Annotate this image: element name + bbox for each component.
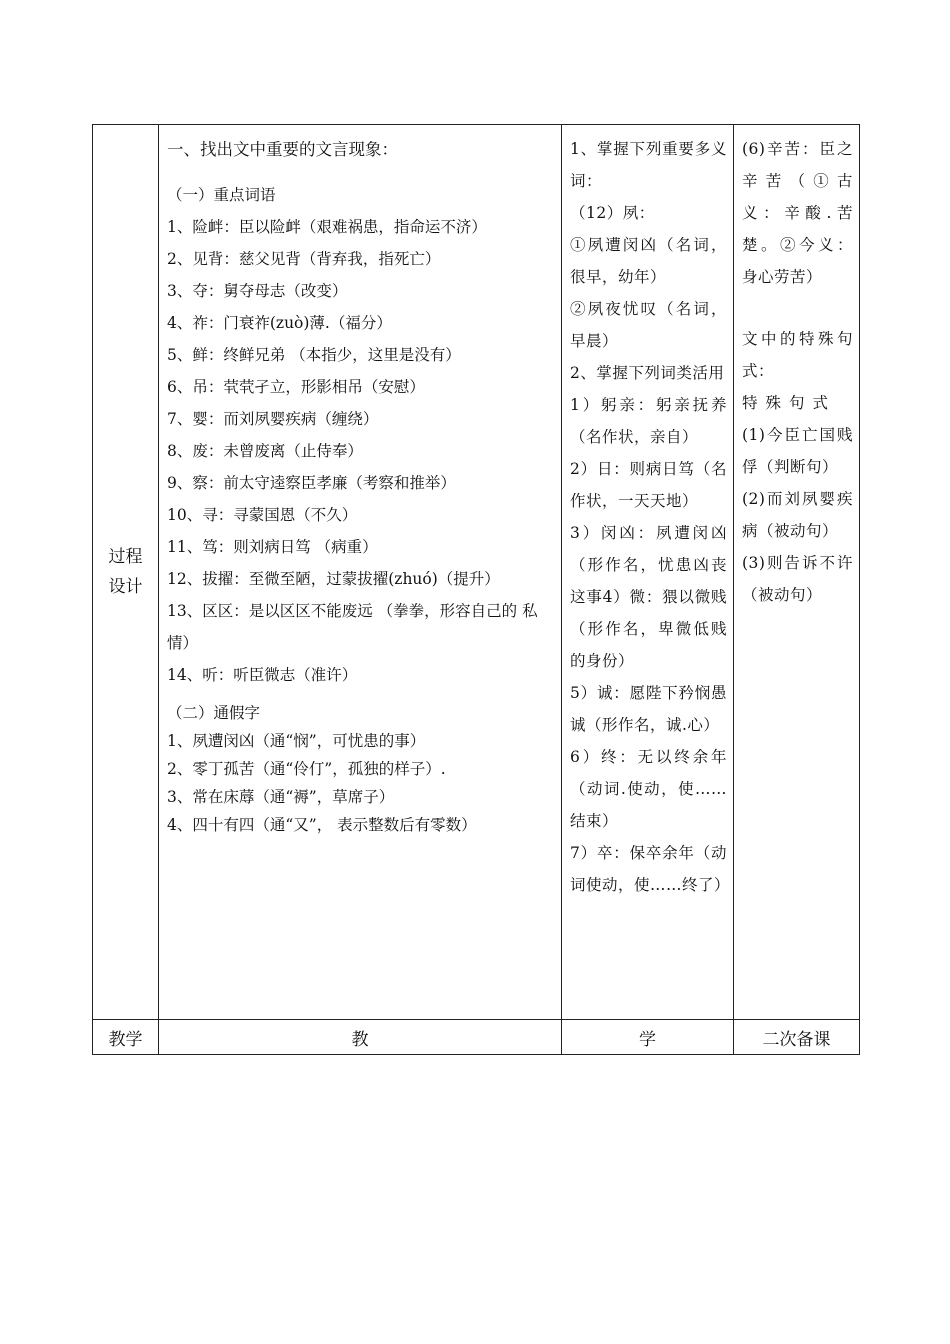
learning-line: 5）诚：愿陛下矜悯愚诚（形作名，诚.心） bbox=[570, 684, 727, 734]
header-teach: 教 bbox=[159, 1020, 562, 1055]
learning-line: 2）日：则病日笃（名作状，一天天地） bbox=[570, 460, 727, 510]
loanword-item: 3、常在床蓐（通“褥”，草席子） bbox=[167, 788, 395, 806]
learning-line: 1）躬亲：躬亲抚养（名作状，亲自） bbox=[570, 396, 727, 446]
learning-line: ①夙遭闵凶（名词，很早，幼年） bbox=[570, 236, 727, 286]
key-words-title: （一）重点词语 bbox=[167, 186, 276, 204]
learning-line: 6）终：无以终余年（动词.使动，使……结束） bbox=[570, 748, 727, 830]
loanword-title: （二）通假字 bbox=[167, 704, 261, 722]
key-word-item: 9、察：前太守逵察臣孝廉（考察和推举） bbox=[167, 474, 456, 492]
second-prep-cell bbox=[734, 125, 860, 1020]
loanword-item: 1、夙遭闵凶（通“悯”，可忧患的事） bbox=[167, 732, 426, 750]
learning-line: 7）卒：保卒余年（动词使动，使……终了） bbox=[570, 844, 731, 894]
key-word-item: 4、祚：门衰祚(zuò)薄.（福分） bbox=[167, 314, 392, 332]
special-sentence-item: (1)今臣亡国贱俘（判断句） bbox=[742, 426, 853, 476]
learning-line: 3）闵凶：夙遭闵凶（形作名，忧患凶丧这事4）微：猥以微贱（形作名，卑微低贱的身份） bbox=[570, 524, 727, 670]
key-word-item: 8、废：未曾废离（止侍奉） bbox=[167, 442, 363, 460]
prep-paragraph: (6)辛苦：臣之辛苦（①古义：辛酸.苦楚。②今义：身心劳苦） bbox=[742, 140, 853, 286]
special-sentence-item: (2)而刘夙婴疾病（被动句） bbox=[742, 490, 853, 540]
lesson-plan-table bbox=[92, 124, 860, 1055]
key-word-item: 12、拔擢：至微至陋，过蒙拔擢(zhuó)（提升） bbox=[167, 570, 500, 588]
special-sentence-item: (3)则告诉不许（被动句） bbox=[742, 554, 853, 604]
key-word-item: 5、鲜：终鲜兄弟 （本指少，这里是没有） bbox=[167, 346, 461, 364]
key-word-item: 10、寻：寻蒙国恩（不久） bbox=[167, 506, 358, 524]
header-learn: 学 bbox=[562, 1020, 734, 1055]
key-word-item: 6、吊：茕茕孑立，形影相吊（安慰） bbox=[167, 378, 425, 396]
key-word-item: 11、笃：则刘病日笃 （病重） bbox=[167, 538, 378, 556]
header-second-prep: 二次备课 bbox=[734, 1020, 860, 1055]
key-word-item: 1、险衅：臣以险衅（艰难祸患，指命运不济） bbox=[167, 218, 487, 236]
learning-content-cell bbox=[562, 125, 734, 1020]
row-label-cell bbox=[93, 125, 159, 1020]
section-heading: 一、找出文中重要的文言现象： bbox=[167, 140, 398, 159]
special-sentence-title: 文中的特殊句式： bbox=[742, 330, 853, 380]
lesson-plan-page bbox=[92, 124, 859, 1055]
header-row bbox=[93, 1020, 860, 1055]
learning-line: （12）夙： bbox=[570, 204, 655, 222]
row-label: 过程设计 bbox=[108, 547, 143, 597]
header-teaching-label: 教学 bbox=[93, 1020, 159, 1055]
key-word-item: 3、夺：舅夺母志（改变） bbox=[167, 282, 348, 300]
special-sentence-subtitle: 特殊句式 bbox=[742, 394, 837, 412]
key-word-item: 2、见背：慈父见背（背弃我，指死亡） bbox=[167, 250, 441, 268]
loanword-item: 2、零丁孤苦（通“伶仃”，孤独的样子）. bbox=[167, 760, 446, 778]
learning-line: 1、掌握下列重要多义词： bbox=[570, 140, 727, 190]
learning-line: ②夙夜忧叹（名词，早晨） bbox=[570, 300, 727, 350]
key-word-item: 7、婴：而刘夙婴疾病（缠绕） bbox=[167, 410, 379, 428]
key-word-item: 13、区区：是以区区不能废远 （拳拳，形容自己的 私情） bbox=[167, 602, 538, 652]
key-word-item: 14、听：听臣微志（准许） bbox=[167, 666, 358, 684]
teaching-content-cell bbox=[159, 125, 562, 1020]
learning-line: 2、掌握下列词类活用 bbox=[570, 364, 725, 382]
process-design-row bbox=[93, 125, 860, 1020]
loanword-item: 4、四十有四（通“又”， 表示整数后有零数） bbox=[167, 816, 477, 834]
